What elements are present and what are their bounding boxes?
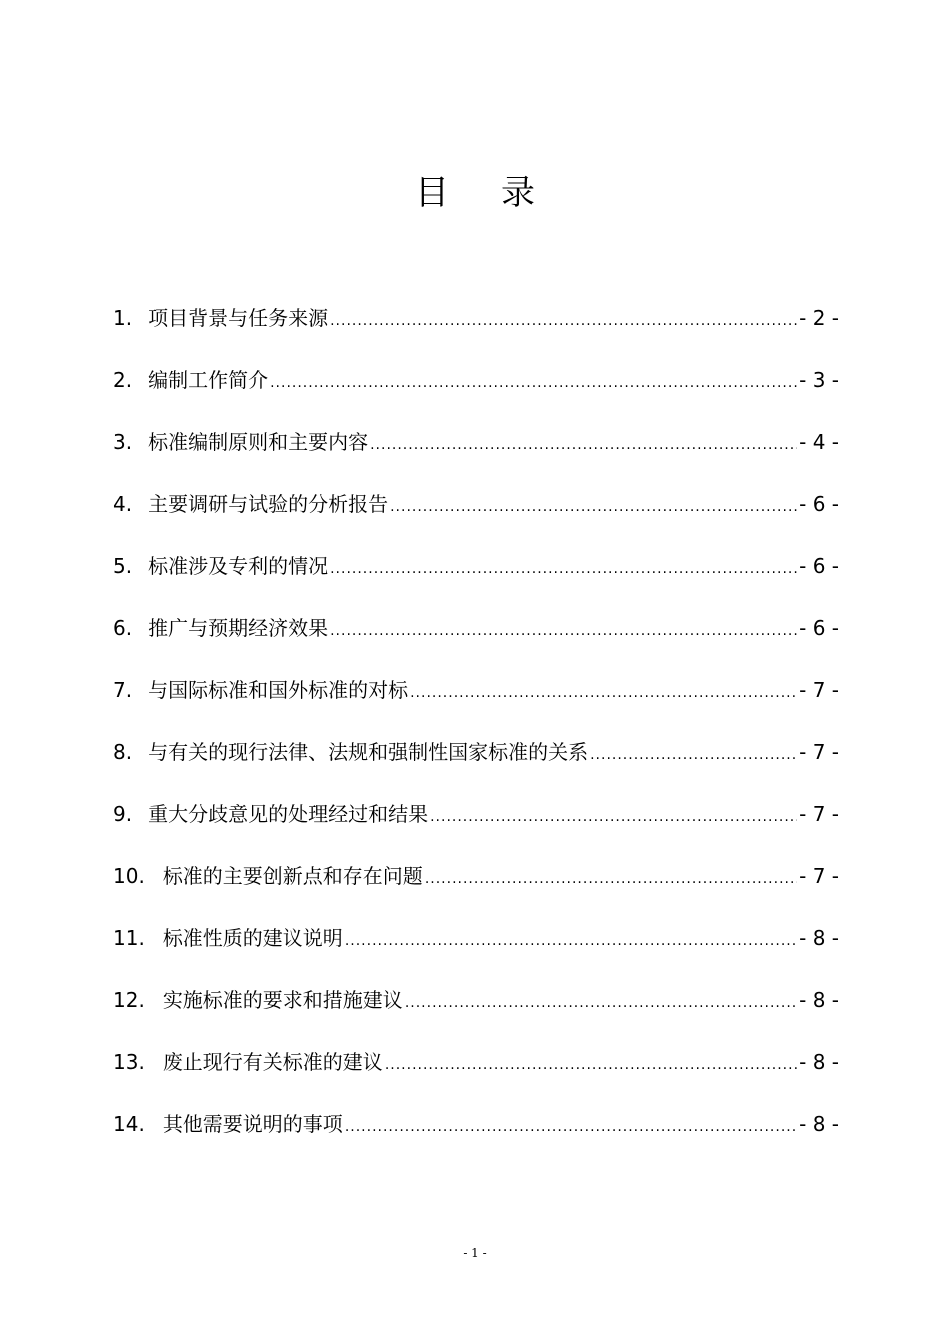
toc-title: 标准编制原则和主要内容 xyxy=(148,430,369,454)
toc-title: 标准涉及专利的情况 xyxy=(148,554,329,578)
toc-number: 13. xyxy=(113,1050,145,1074)
toc-title: 推广与预期经济效果 xyxy=(148,616,329,640)
toc-number: 6. xyxy=(113,616,133,640)
toc-leader-dots xyxy=(385,1043,797,1087)
toc-title: 标准性质的建议说明 xyxy=(162,926,343,950)
table-of-contents xyxy=(113,296,839,1164)
toc-leader-dots xyxy=(425,857,797,901)
toc-entry-13[interactable] xyxy=(113,1040,839,1102)
toc-entry-11[interactable] xyxy=(113,916,839,978)
toc-entry-4[interactable] xyxy=(113,482,839,544)
toc-title: 与国际标准和国外标准的对标 xyxy=(148,678,409,702)
toc-title: 编制工作简介 xyxy=(148,368,269,392)
toc-page-number: - 4 - xyxy=(799,430,839,454)
toc-entry-2[interactable] xyxy=(113,358,839,420)
toc-entry-14[interactable] xyxy=(113,1102,839,1164)
toc-leader-dots xyxy=(405,981,797,1025)
toc-leader-dots xyxy=(330,299,797,343)
toc-page-number: - 3 - xyxy=(799,368,839,392)
toc-entry-12[interactable] xyxy=(113,978,839,1040)
toc-title: 与有关的现行法律、法规和强制性国家标准的关系 xyxy=(148,740,589,764)
toc-leader-dots xyxy=(330,547,797,591)
toc-entry-5[interactable] xyxy=(113,544,839,606)
toc-entry-6[interactable] xyxy=(113,606,839,668)
toc-page-number: - 8 - xyxy=(799,926,839,950)
toc-title: 废止现行有关标准的建议 xyxy=(162,1050,383,1074)
footer-page-number: - 1 - xyxy=(463,1246,487,1260)
toc-title: 主要调研与试验的分析报告 xyxy=(148,492,389,516)
toc-page-number: - 7 - xyxy=(799,802,839,826)
toc-leader-dots xyxy=(370,423,797,467)
toc-entry-9[interactable] xyxy=(113,792,839,854)
toc-entry-1[interactable] xyxy=(113,296,839,358)
page-title-second-char: 录 xyxy=(501,173,535,213)
toc-leader-dots xyxy=(390,485,797,529)
toc-page-number: - 6 - xyxy=(799,554,839,578)
toc-leader-dots xyxy=(410,671,797,715)
toc-number: 3. xyxy=(113,430,133,454)
toc-number: 7. xyxy=(113,678,133,702)
toc-page-number: - 8 - xyxy=(799,1112,839,1136)
toc-title: 项目背景与任务来源 xyxy=(148,306,329,330)
toc-leader-dots xyxy=(270,361,797,405)
toc-entry-10[interactable] xyxy=(113,854,839,916)
toc-number: 8. xyxy=(113,740,133,764)
toc-leader-dots xyxy=(430,795,797,839)
toc-page-number: - 8 - xyxy=(799,1050,839,1074)
toc-number: 9. xyxy=(113,802,133,826)
toc-leader-dots xyxy=(345,919,797,963)
toc-number: 1. xyxy=(113,306,133,330)
toc-page-number: - 7 - xyxy=(799,678,839,702)
toc-page-number: - 6 - xyxy=(799,492,839,516)
toc-page-number: - 7 - xyxy=(799,864,839,888)
toc-number: 14. xyxy=(113,1112,145,1136)
toc-leader-dots xyxy=(590,733,797,777)
toc-leader-dots xyxy=(330,609,797,653)
page-title-first-char: 目 xyxy=(415,173,449,213)
toc-leader-dots xyxy=(345,1105,797,1149)
toc-page-number: - 8 - xyxy=(799,988,839,1012)
toc-page-number: - 7 - xyxy=(799,740,839,764)
toc-title: 实施标准的要求和措施建议 xyxy=(162,988,403,1012)
toc-number: 10. xyxy=(113,864,145,888)
toc-entry-3[interactable] xyxy=(113,420,839,482)
toc-page-number: - 6 - xyxy=(799,616,839,640)
toc-entry-7[interactable] xyxy=(113,668,839,730)
toc-title: 重大分歧意见的处理经过和结果 xyxy=(148,802,429,826)
toc-title: 其他需要说明的事项 xyxy=(162,1112,343,1136)
toc-number: 12. xyxy=(113,988,145,1012)
toc-page-number: - 2 - xyxy=(799,306,839,330)
page-title xyxy=(0,168,950,218)
toc-number: 2. xyxy=(113,368,133,392)
toc-number: 5. xyxy=(113,554,133,578)
toc-entry-8[interactable] xyxy=(113,730,839,792)
toc-number: 11. xyxy=(113,926,145,950)
toc-title: 标准的主要创新点和存在问题 xyxy=(162,864,423,888)
toc-number: 4. xyxy=(113,492,133,516)
